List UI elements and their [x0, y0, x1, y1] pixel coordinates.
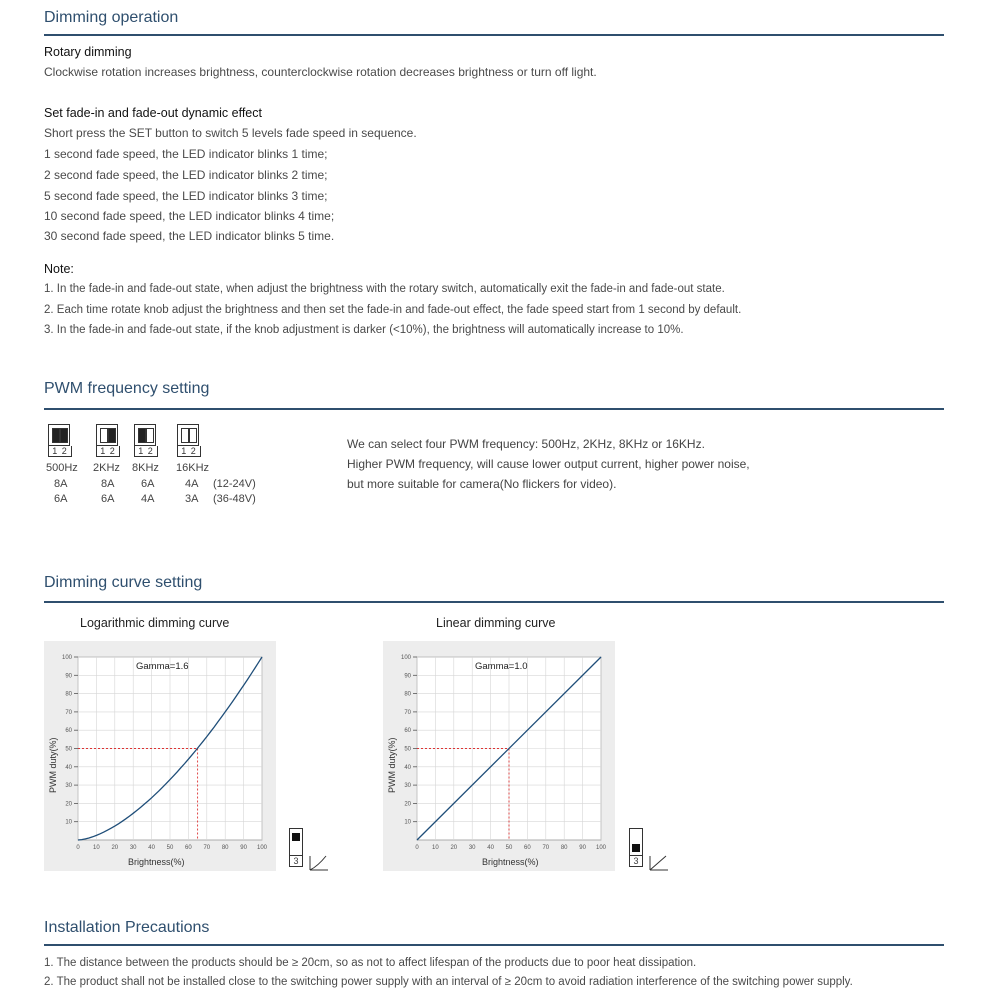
curve-section-title: Dimming curve setting	[44, 574, 203, 591]
linear-curve-svg	[383, 641, 615, 871]
freq-label: 500Hz	[46, 462, 78, 474]
dip-switch-3-off-icon: 3	[289, 828, 303, 867]
x-tick-label: 40	[487, 845, 494, 851]
install-section-title: Installation Precautions	[44, 919, 210, 936]
log-curve-chart	[44, 641, 276, 871]
y-tick-label: 10	[404, 819, 411, 826]
current-value: 6A	[101, 493, 115, 505]
y-tick-label: 90	[404, 673, 411, 680]
note-heading: Note:	[44, 262, 74, 276]
y-tick-label: 100	[400, 655, 411, 661]
section-divider	[44, 34, 944, 36]
current-value: 8A	[101, 478, 115, 490]
fade-line: 10 second fade speed, the LED indicator blinks 4 time;	[44, 209, 335, 223]
pwm-description: We can select four PWM frequency: 500Hz, 2KHz, 8KHz or 16KHz.	[347, 437, 705, 451]
section-divider	[44, 944, 944, 946]
y-tick-label: 40	[65, 764, 72, 771]
log-curve-svg	[44, 641, 276, 871]
x-tick-label: 20	[111, 845, 119, 851]
x-tick-label: 40	[148, 845, 155, 851]
x-tick-label: 50	[505, 845, 513, 851]
y-tick-label: 90	[65, 673, 72, 680]
rotary-dimming-heading: Rotary dimming	[44, 45, 132, 59]
y-axis-label: PWM duty(%)	[48, 737, 58, 793]
y-axis-label: PWM duty(%)	[387, 737, 397, 793]
voltage-range: (12-24V)	[213, 478, 256, 490]
dip-switch-3-on-icon: 3	[629, 828, 643, 867]
curve-log-symbol-icon	[308, 852, 330, 872]
current-value: 6A	[54, 493, 68, 505]
current-value: 6A	[141, 478, 155, 490]
note-item: 1. In the fade-in and fade-out state, when adjust the brightness with the rotary switch, automatically exit the fade-in and fade-out state.	[44, 283, 725, 295]
section-divider	[44, 408, 944, 410]
x-tick-label: 50	[166, 845, 174, 851]
x-tick-label: 0	[76, 845, 80, 851]
x-tick-label: 70	[542, 845, 550, 851]
note-item: 3. In the fade-in and fade-out state, if the knob adjustment is darker (<10%), the brightness will automatically increase to 10%.	[44, 324, 684, 336]
x-axis-label: Brightness(%)	[128, 857, 185, 867]
dip-switch-2khz-icon: 1 2	[96, 424, 120, 457]
y-tick-label: 50	[404, 746, 411, 753]
x-tick-label: 90	[240, 845, 247, 851]
x-tick-label: 60	[185, 845, 192, 851]
current-value: 4A	[185, 478, 199, 490]
y-tick-label: 30	[404, 783, 411, 790]
x-tick-label: 90	[579, 845, 586, 851]
pwm-description: Higher PWM frequency, will cause lower output current, higher power noise,	[347, 457, 750, 471]
dimming-section-title: Dimming operation	[44, 9, 179, 26]
y-tick-label: 80	[65, 691, 72, 698]
fade-line: 2 second fade speed, the LED indicator blinks 2 time;	[44, 168, 328, 182]
install-item: 1. The distance between the products should be ≥ 20cm, so as not to affect lifespan of the products due to poor heat dissipation.	[44, 957, 697, 969]
curve-linear-symbol-icon	[648, 852, 670, 872]
y-tick-label: 60	[404, 728, 411, 735]
voltage-range: (36-48V)	[213, 493, 256, 505]
gamma-annotation: Gamma=1.6	[136, 661, 189, 672]
current-value: 8A	[54, 478, 68, 490]
x-tick-label: 80	[221, 845, 229, 851]
y-tick-label: 100	[61, 655, 72, 661]
y-tick-label: 30	[65, 783, 72, 790]
y-tick-label: 50	[65, 746, 72, 753]
y-tick-label: 20	[65, 801, 72, 808]
rotary-dimming-text: Clockwise rotation increases brightness, counterclockwise rotation decreases brightness or turn off light.	[44, 65, 597, 79]
y-tick-label: 60	[65, 728, 72, 735]
fade-line: Short press the SET button to switch 5 levels fade speed in sequence.	[44, 126, 417, 140]
x-tick-label: 60	[524, 845, 531, 851]
pwm-section-title: PWM frequency setting	[44, 380, 210, 397]
freq-label: 2KHz	[93, 462, 120, 474]
y-tick-label: 70	[65, 709, 72, 716]
current-value: 4A	[141, 493, 155, 505]
y-tick-label: 10	[65, 819, 72, 826]
pwm-description: but more suitable for camera(No flickers for video).	[347, 477, 617, 491]
freq-label: 16KHz	[176, 462, 210, 474]
x-tick-label: 30	[468, 845, 476, 851]
fade-line: 5 second fade speed, the LED indicator blinks 3 time;	[44, 189, 328, 203]
y-tick-label: 20	[404, 801, 411, 808]
freq-label: 8KHz	[132, 462, 159, 474]
gamma-annotation: Gamma=1.0	[475, 661, 528, 672]
fade-line: 30 second fade speed, the LED indicator blinks 5 time.	[44, 229, 335, 243]
y-tick-label: 80	[404, 691, 411, 698]
x-tick-label: 20	[450, 845, 458, 851]
dip-switch-16khz-icon: 1 2	[177, 424, 201, 457]
fade-line: 1 second fade speed, the LED indicator blinks 1 time;	[44, 147, 328, 161]
y-tick-label: 70	[404, 709, 411, 716]
x-tick-label: 0	[415, 845, 419, 851]
x-tick-label: 30	[129, 845, 137, 851]
current-value: 3A	[185, 493, 199, 505]
x-tick-label: 10	[432, 845, 439, 851]
dip-switch-500hz-icon: 1 2	[48, 424, 72, 457]
y-tick-label: 40	[404, 764, 411, 771]
install-item: 2. The product shall not be installed close to the switching power supply with an interval of ≥ 20cm to avoid radiation interference of the switching power supply.	[44, 976, 853, 988]
log-curve-title: Logarithmic dimming curve	[80, 616, 230, 630]
fade-effect-heading: Set fade-in and fade-out dynamic effect	[44, 106, 262, 120]
note-item: 2. Each time rotate knob adjust the brightness and then set the fade-in and fade-out effect, the fade speed start from 1 second by default.	[44, 304, 742, 316]
x-tick-label: 80	[560, 845, 568, 851]
x-tick-label: 100	[256, 845, 268, 851]
x-tick-label: 100	[595, 845, 607, 851]
section-divider	[44, 601, 944, 603]
x-tick-label: 70	[203, 845, 211, 851]
linear-curve-title: Linear dimming curve	[436, 616, 556, 630]
x-tick-label: 10	[93, 845, 100, 851]
linear-curve-chart	[383, 641, 615, 871]
dip-switch-8khz-icon: 1 2	[134, 424, 158, 457]
x-axis-label: Brightness(%)	[482, 857, 539, 867]
